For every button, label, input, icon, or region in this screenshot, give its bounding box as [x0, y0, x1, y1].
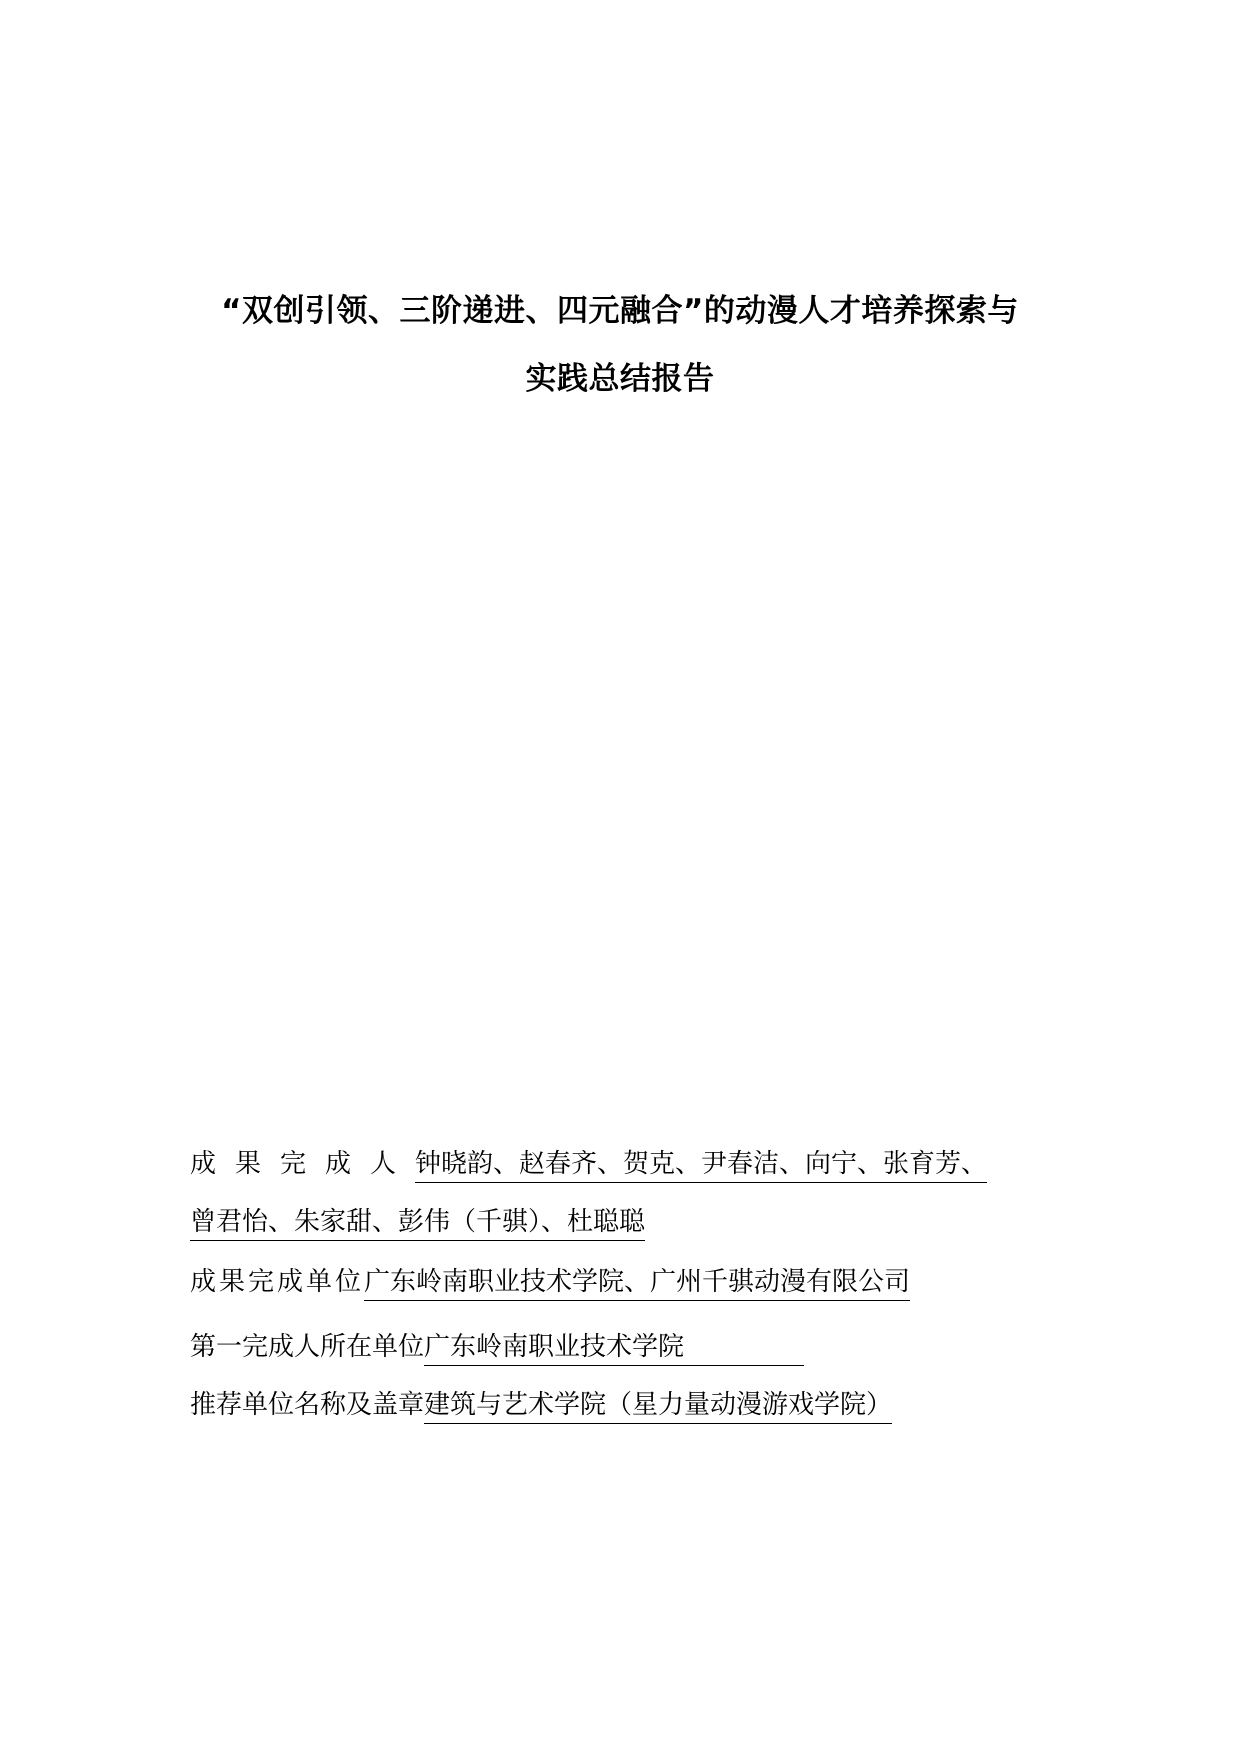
first-completer-unit-blank-line — [684, 1331, 804, 1366]
recommending-unit-label: 推荐单位名称及盖章 — [190, 1390, 425, 1420]
first-completer-unit-row — [190, 1329, 804, 1366]
completing-units-label: 成果完成单位 — [190, 1267, 365, 1297]
completers-row-continued — [190, 1204, 645, 1241]
completers-row — [190, 1146, 987, 1183]
completing-units-row — [190, 1264, 910, 1301]
first-completer-unit-value: 广东岭南职业技术学院 — [424, 1330, 684, 1366]
recommending-unit-row — [190, 1387, 892, 1424]
completers-value-line-2: 曾君怡、朱家甜、彭伟（千骐）、杜聪聪 — [190, 1205, 645, 1241]
first-completer-unit-label: 第一完成人所在单位 — [190, 1332, 425, 1362]
completing-units-value: 广东岭南职业技术学院、广州千骐动漫有限公司 — [364, 1265, 910, 1301]
completers-label: 成果完成人 — [190, 1149, 416, 1179]
report-title-line-1: “双创引领、三阶递进、四元融合”的动漫人才培养探索与 — [221, 293, 1019, 329]
completers-value-line-1: 钟晓韵、赵春齐、贺克、尹春洁、向宁、张育芳、 — [415, 1147, 987, 1183]
report-title-line-2: 实践总结报告 — [525, 361, 715, 397]
recommending-unit-value: 建筑与艺术学院（星力量动漫游戏学院） — [424, 1388, 892, 1424]
